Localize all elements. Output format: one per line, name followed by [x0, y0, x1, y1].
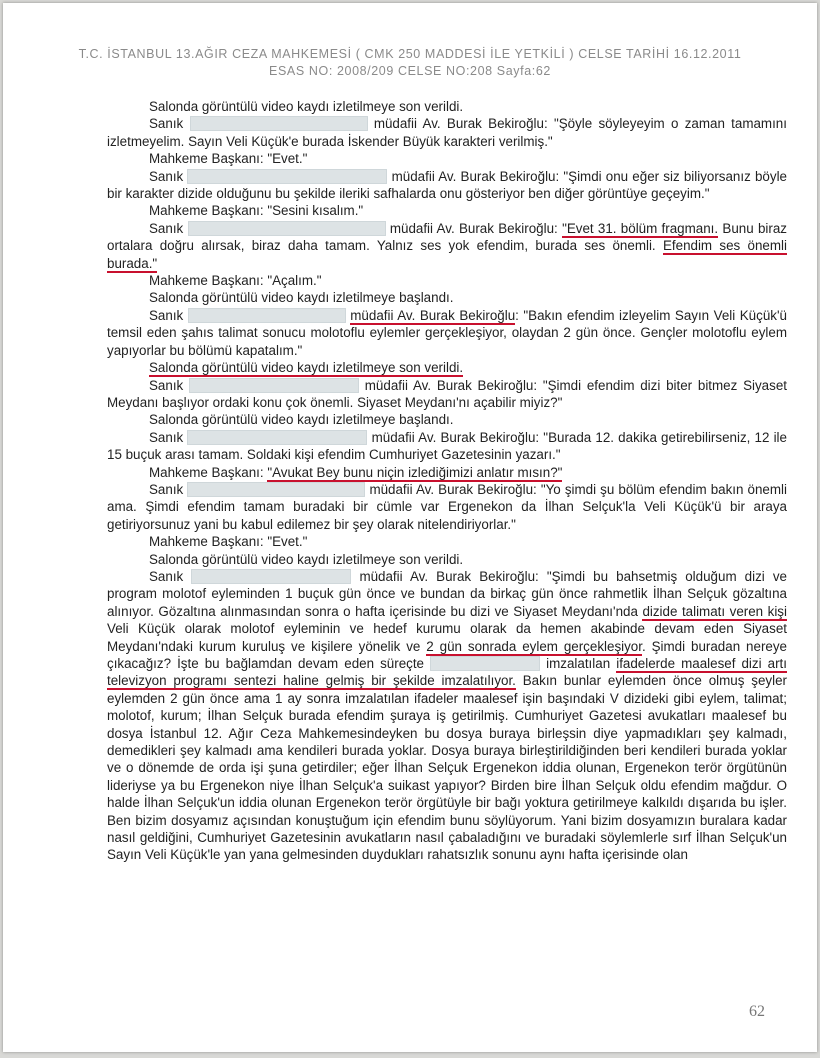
paragraph: Salonda görüntülü video kaydı izletilmeye son verildi. [149, 99, 464, 114]
underlined-phrase: Salonda görüntülü video kaydı izletilmeye son verildi. [149, 360, 464, 376]
underlined-phrase: Efendim ses önemli burada." [107, 238, 787, 271]
paragraph: Sanık müdafii Av. Burak Bekiroğlu: "Şimdi onu eğer siz biliyorsanız böyle bir karakter dizide olduğunu bu şekilde ileriki safhalarda onu gösteriyor ben diğer görüntüye geçeyim." [107, 168, 787, 202]
paragraph: Salonda görüntülü video kaydı izletilmeye son verildi. [149, 551, 464, 567]
redaction-box [187, 482, 365, 497]
header-line-1: T.C. İSTANBUL 13.AĞIR CEZA MAHKEMESİ ( CMK 250 MADDESİ İLE YETKİLİ ) CELSE TARİHİ 16.12.2011 [78, 47, 742, 61]
paragraph: Mahkeme Başkanı: "Evet." [149, 151, 308, 167]
paragraph: Sanık müdafii Av. Burak Bekiroğlu: "Şimdi efendim dizi biter bitmez Siyaset Meydanı başlıyor ordaki konu çok önemli. Siyaset Meydanı'nı açabilir miyiz?" [107, 377, 787, 410]
redaction-box [430, 656, 540, 671]
redaction-box [187, 169, 387, 184]
paragraph: Sanık müdafii Av. Burak Bekiroğlu: "Bakın efendim izleyelim Sayın Veli Küçük'ü temsil eden şahıs talimat sonucu molotoflu eylemler gerçekleşiyor, olaydan 2 gün önce. Gençler molotoflu eylem yapıyorlar bu bölümü kapatalım." [107, 307, 787, 358]
underlined-phrase: dizide talimatı veren kişi [642, 603, 787, 619]
redaction-box [187, 430, 367, 445]
underlined-phrase: ifadelerde maalesef dizi artı televizyon programı sentezi haline gelmiş bir şekilde imzalatılıyor. [107, 656, 787, 689]
document-page [3, 3, 817, 1052]
header-line-2: ESAS NO: 2008/209 CELSE NO:208 Sayfa:62 [269, 64, 551, 78]
transcript-body [107, 98, 787, 864]
court-header [3, 46, 817, 80]
paragraph: Mahkeme Başkanı: "Açalım." [149, 273, 322, 289]
paragraph: Sanık müdafii Av. Burak Bekiroğlu: "Yo şimdi şu bölüm efendim bakın önemli ama. Şimdi efendim tamam buradaki bir cümle var Ergenekon da İlhan Selçuk'la Veli Küçük'ü bir araya getiriyorsunuz yani bu kabul edilemez bir şey olarak nitelendiriyorlar." [107, 481, 787, 532]
redaction-box [189, 378, 359, 393]
page-number: 62 [749, 1003, 765, 1020]
underlined-phrase: 2 gün sonrada eylem gerçekleşiyor [426, 638, 642, 654]
paragraph: Sanık müdafii Av. Burak Bekiroğlu: "Burada 12. dakika getirebilirseniz, 12 ile 15 buçuk arası tamam. Soldaki kişi efendim Cumhuriyet Gazetesinin yazarı." [107, 429, 787, 463]
redaction-box [191, 569, 351, 584]
redaction-box [188, 308, 346, 323]
paragraph: Mahkeme Başkanı: "Evet." [149, 534, 308, 550]
underlined-phrase: "Evet 31. bölüm fragmanı. [562, 220, 719, 236]
paragraph: Sanık müdafii Av. Burak Bekiroğlu: "Şöyle söyleyeyim o zaman tamamını izletmeyelim. Sayın Veli Küçük'e burada İskender Büyük karakteri verilmiş." [107, 116, 787, 149]
paragraph: Salonda görüntülü video kaydı izletilmeye başlandı. [149, 290, 454, 306]
underlined-phrase: "Avukat Bey bunu niçin izlediğimizi anlatır mısın?" [267, 464, 563, 480]
redaction-box [188, 221, 386, 236]
redaction-box [190, 116, 368, 131]
paragraph: Sanık müdafii Av. Burak Bekiroğlu: "Evet 31. bölüm fragmanı. Bunu biraz ortalara doğru alırsak, biraz daha tamam. Yalnız ses yok efendim, burada ses önemli. Efendim ses önemli burada." [107, 220, 787, 271]
paragraph [107, 359, 787, 376]
paragraph: Sanık müdafii Av. Burak Bekiroğlu: "Şimdi bu bahsetmiş olduğum dizi ve program molotof eyleminden 1 buçuk gün önce ve bundan da birkaç gün önce rahmetlik İlhan Selçuk gözaltına alınıyor. Gözaltına alınmasından sonra o hafta içerisinde bu dizi ve Siyaset Meydanı'nda dizide talimatı veren kişi Veli Küçük olarak molotof eyleminin ve hedef kurumu olarak da hemen akabinde devam eden Siyaset Meydanı'ndaki kurum kuruluş ve kişilere yönelik ve 2 gün sonrada eylem gerçekleşiyor. Şimdi buradan nereye çıkacağız? İşte bu bağlamdan devam eden süreçte imzalatılan ifadelerde maalesef dizi artı televizyon programı sentezi haline gelmiş bir şekilde imzalatılıyor. Bakın bunlar eylemden önce olmuş şeyler eylemden 2 gün önce ama 1 ay sonra imzalatılan ifadeler maalesef işin başındaki V dizideki gibi eylem, talimat; molotof, kurum; İlhan Selçuk burada efendim şuraya iş getirilmiş. Cumhuriyet Gazetesi avukatları maalesef bu dosya İstanbul 12. Ağır Ceza Mahkemesindeyken bu dosya buraya birleşsin diye yapmadıkları şey kalmadı, demedikleri şey kalmadı ama kendileri burada yoklar. Dosya buraya birleştirildiğinden beri kendileri burada yoklar ve o dönemde de orda işi şuna getirdiler; eğer İlhan Selçuk Ergenekon iddia olunan, Ergenekon terör örgütünün lideriyse ya bu Ergenekon niye İlhan Selçuk'a suikast yapıyor? Birden bire İlhan Selçuk oldu efendim mağdur. O halde İlhan Selçuk'un iddia olunan Ergenekon terör örgütüyle bir bağı yoktura getirilmeye kalkıldı dışarıda bu işler. Ben bizim dosyamız açısından konuştuğum için efendim bunu söylüyorum. Yani bizim dosyamızın buralara kadar nasıl geldiğini, Cumhuriyet Gazetesinin avukatların nasıl çabaladığını ve buradaki söylemlerle sırf İlhan Selçuk'un Sayın Veli Küçük'le yan yana gelmesinden duydukları rahatsızlık sonunu aynı hafta içerisinde olan [107, 568, 787, 863]
underlined-phrase: müdafii Av. Burak Bekiroğlu [350, 307, 516, 323]
paragraph: Mahkeme Başkanı: "Sesini kısalım." [149, 203, 364, 219]
paragraph: Salonda görüntülü video kaydı izletilmeye başlandı. [149, 412, 454, 428]
paragraph: Mahkeme Başkanı: "Avukat Bey bunu niçin izlediğimizi anlatır mısın?" [149, 464, 563, 480]
